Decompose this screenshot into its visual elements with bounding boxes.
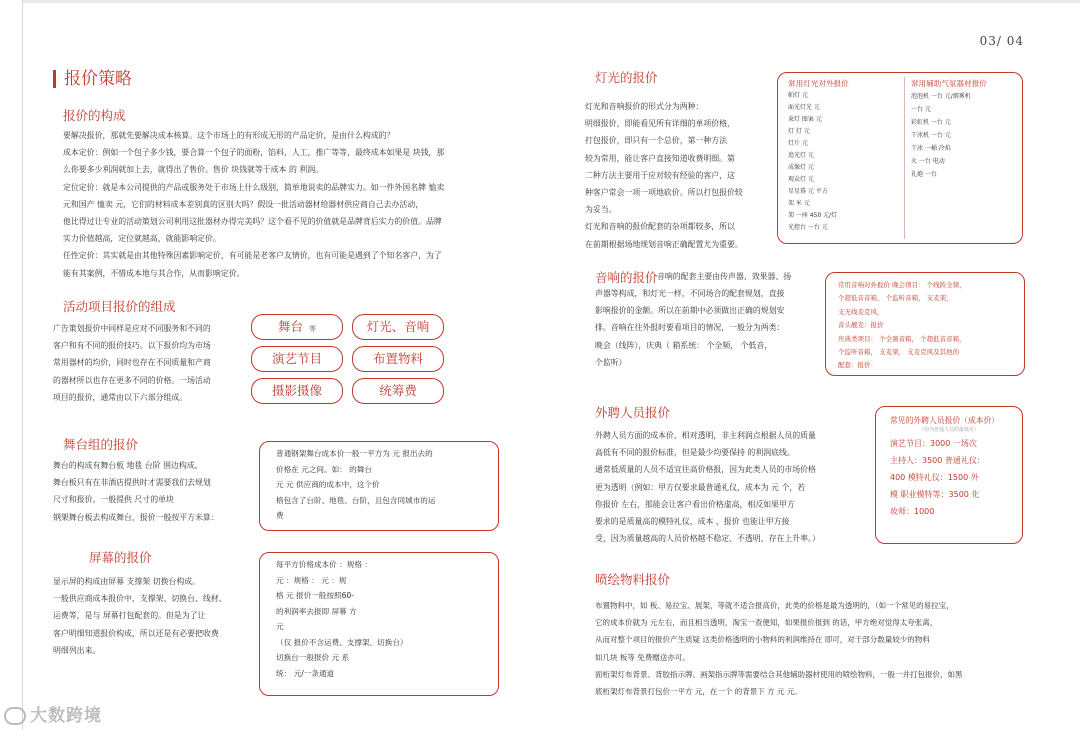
- pill-stage: [251, 314, 343, 340]
- text-line: 要解决报价，那就先要解决成本核算。这个市场上的有形成无形的产品定价，是由什么构成的？: [63, 131, 395, 140]
- text-line: 排。音响在往外报时要看项目的情况，一般分为两类：: [595, 323, 785, 333]
- list-item: 火 一台 电动: [910, 158, 945, 165]
- list-item: 干冰机 一台 元: [910, 132, 951, 139]
- text-line: 通常低质量的人员不适宜往高价格报，因为此类人员的市场价格: [595, 465, 816, 475]
- box-line: 妆师：1000: [890, 507, 935, 516]
- text-line: 打包报价，即只有一个总价，第一种方法: [585, 136, 728, 146]
- text-line: 要求的是质量高的模特礼仪，成本 ，报价 也能让甲方接: [595, 517, 790, 527]
- section-title-screen: 屏幕的报价: [89, 550, 152, 565]
- text-line: 他比得过让专业的活动策划公司利用这批器材办得完美吗？这个看不见的价值就是品牌背后实力的价值。品牌: [63, 217, 442, 227]
- pill-light-sound: 灯光、音响: [352, 314, 444, 340]
- main-title: 报价策略: [53, 70, 132, 88]
- box-line: 元 ：规格 ： 元 ：规: [276, 575, 347, 585]
- project-quote-paragraph: [53, 320, 263, 406]
- text-line: 影响报价的金额。所以在前期中必须做出正确的规划安: [595, 306, 785, 316]
- print-paragraph: [595, 597, 1045, 700]
- list-item: 一台 元: [910, 106, 931, 113]
- text-line: 舞台板只有在非酒店提供时才需要我们去规划: [53, 478, 211, 488]
- stage-cost-box: [259, 441, 499, 531]
- text-line: 尺寸和报价。一般提供 尺寸的单块: [53, 495, 174, 505]
- list-item: 帕灯 元: [788, 92, 808, 99]
- list-title: 常用灯光对外报价: [788, 79, 849, 88]
- text-line: 面桁架灯布背景、背胶指示牌、画架指示牌等需要结合其他辅助器材使用的喷绘物料，一般一并打包报价，如黑: [595, 669, 963, 679]
- text-line: 从而对整个项目的报价产生质疑 这类价格透明的小物料的利润维持在 即可，对于部分数量较少的物料: [595, 635, 930, 645]
- text-line: 客户明细知道报价构成，所以还是有必要把收费: [53, 628, 219, 638]
- text-line: 成本定价：例如一个包子多少钱，要合算一个包子的面粉，馅料，人工，推广等等，最终成本如果是 块钱，那: [63, 148, 445, 158]
- text-line: 种客户常会一项一项地砍价。所以打包报价较: [585, 188, 743, 198]
- box-line: 个超低音音箱， 个监听音箱， 支麦架，: [838, 294, 953, 303]
- list-item: 追光灯 元: [788, 152, 814, 159]
- light-price-box: [777, 72, 1023, 244]
- pill-coordination-fee: 统筹费: [352, 378, 444, 404]
- list-item: 干冰 一桶 冷焰: [910, 145, 951, 152]
- section-title-composition: 报价的构成: [63, 108, 126, 123]
- list-item: 星星幕 元 平方: [788, 188, 828, 195]
- light-paragraph: [585, 98, 775, 253]
- composition-paragraph: [63, 127, 543, 282]
- text-line: 舞台的构成有舞台板 地毯 台阶 围边构成。: [53, 461, 203, 470]
- section-title-sound: 音响的报价: [595, 270, 658, 285]
- box-line: 演艺节目：3000 一场次: [890, 439, 977, 448]
- text-line: 一般供应商成本报价中，支撑架、切换台、线材、: [53, 594, 227, 604]
- text-line: 元和国产 恤卖 元，它们的材料成本差别真的区别大吗？假设一批活动器材给器材供应商自己去办活动，: [63, 199, 424, 209]
- stage-paragraph: [53, 457, 263, 526]
- box-line: 普通钢架舞台成本价一般一平方为 元 报出去的: [276, 449, 433, 458]
- text-line: 实力价值越高，定位就越高，就能影响定价。: [63, 234, 221, 244]
- box-line: 主持人：3500 普通礼仪：: [890, 456, 985, 465]
- text-line: 外聘人员方面的成本价，相对透明，非主利润点根据人员的质量: [595, 431, 816, 440]
- list-item: 架 一座 450 元/灯: [788, 212, 838, 219]
- pill-materials: 布置物料: [352, 346, 444, 372]
- text-line: 受，因为质量越高的人员价格越不稳定、不透明，存在上升率。）: [595, 534, 820, 544]
- list-item: 架 米 元: [788, 200, 810, 207]
- box-line: 切换台一般报价 元 系: [276, 653, 350, 662]
- text-line: 它的成本价就为 元左右，而且相当透明，淘宝一查便知，如果报价报到 的话，甲方绝对觉得太夸张离，: [595, 618, 938, 628]
- text-line: 如几块 板等 免费赠送亦可。: [595, 652, 690, 662]
- list-item: 彩虹机 一台 元: [910, 119, 951, 126]
- pill-sub: 等: [309, 325, 316, 333]
- text-line: 广告策划报价中同样是应对不同服务和不同的: [53, 324, 211, 333]
- pill-label: 舞台: [277, 319, 303, 334]
- atmosphere-price-list: [911, 77, 1016, 239]
- list-item: 礼炮 一台: [910, 171, 937, 178]
- list-item: 面光灯光 元: [788, 104, 820, 111]
- box-line: 配套：报价：: [838, 361, 877, 370]
- text-line: 高低有不同的报价标准，但是最少均要保持 的利润底线。: [595, 448, 795, 458]
- staff-paragraph: [595, 427, 867, 547]
- text-line: 布置物料中，如 板、易拉宝、展架、等就不适合报高价，此类的价格是最为透明的，（如一个常见的易拉宝，: [595, 601, 954, 610]
- section-title-print: 喷绘物料报价: [595, 572, 671, 587]
- text-line: 较为常用，能让客户直接知道收费明细。第: [585, 153, 735, 163]
- box-line: 个监听音箱， 支麦架， 支麦克风及其他的: [838, 348, 960, 357]
- box-line: 每平方价格成本价 ：规格 ：: [276, 560, 372, 569]
- list-item: 束灯 图案 元: [788, 116, 822, 123]
- text-line: 能有其案例，不惜成本地与其合作，从而影响定价。: [63, 268, 245, 278]
- list-item: 观众灯 元: [788, 176, 814, 183]
- box-line: （仅 报价不含运费、支撑架、切换台）: [276, 637, 408, 647]
- box-line: 格包含了台阶、地毯、台阶，且包含同城市的运: [276, 495, 436, 505]
- text-line: 更为透明（例如：甲方仅要求最普通礼仪，成本为 元 个，若: [595, 482, 806, 492]
- text-line: 的器材所以也存在更多不同的价格。一场活动: [53, 375, 211, 385]
- box-title: 常见的外聘人员报价（成本价）: [890, 416, 1000, 425]
- box-subtitle: （均为普通人员的最低价）: [918, 427, 979, 433]
- section-title-project-quote: 活动项目报价的组成: [63, 299, 176, 314]
- box-line: 庆典类项目： 个全频音箱， 个超低音音箱，: [838, 334, 966, 343]
- text-line: 二种方法主要用于应对较有经验的客户，这: [585, 170, 735, 180]
- text-line: 钢架舞台板去构成舞台，报价一般按平方米算：: [53, 512, 219, 522]
- pill-performance: 演艺节目: [251, 346, 343, 372]
- text-line: 显示屏的构成由屏幕 支撑架 切换台构成。: [53, 577, 201, 586]
- box-line: 支无线麦克风，: [838, 307, 884, 316]
- box-line: 的利润率去报即 屏幕 方: [276, 606, 357, 616]
- box-line: 400 模特礼仪：1500 外: [890, 473, 979, 482]
- text-line: 声器等构成，和灯光一样，不同场合的配套规划，直接: [595, 289, 785, 298]
- text-line: 个监听）: [595, 357, 627, 367]
- watermark-text: 大数跨境: [30, 706, 102, 726]
- staff-price-box: [875, 406, 1023, 544]
- text-line: 灯光和音响的报价配套的杂项都较多，所以: [585, 222, 735, 232]
- box-line: 常用音响对外报价 晚会项目： 个线阵全频，: [838, 281, 966, 289]
- box-line: 费: [276, 511, 284, 520]
- box-line: 音头靓麦：报价: [838, 321, 884, 330]
- text-line: 为妥当。: [585, 205, 617, 215]
- section-title-light: 灯光的报价: [595, 70, 658, 85]
- screen-paragraph: [53, 573, 263, 659]
- text-line: 你报价 左右，那能会让客户看出价格虚高，相反如果甲方: [595, 499, 795, 509]
- box-line: 元: [276, 622, 284, 631]
- page-number: 03/ 04: [979, 34, 1024, 48]
- text-line: 晚会（线阵），庆典（ 箱系统： 个全频， 个低音，: [595, 340, 773, 350]
- section-title-staff: 外聘人员报价: [595, 405, 671, 420]
- section-title-stage: 舞台组的报价: [63, 437, 139, 452]
- screen-cost-box: [259, 552, 499, 696]
- text-line: 定位定价：就是本公司提供的产品或服务处于市场上什么级别，简单地说卖的品牌实力。如一件外国名牌 恤卖: [63, 182, 445, 192]
- watermark: [4, 701, 102, 726]
- list-title: 常用辅助气氛器材报价: [910, 79, 987, 88]
- top-divider: [23, 0, 1080, 3]
- list-item: 灯片 元: [788, 140, 808, 147]
- text-line: 灯光和音响报价的形式分为两种：: [585, 102, 704, 111]
- text-line: 项目的报价，通常由以下六部分组成。: [53, 392, 188, 402]
- watermark-logo-icon: [4, 707, 26, 725]
- text-line: 客户和有不同的报价技巧。以下报价均为市场: [53, 341, 211, 351]
- list-item: 成像灯 元: [788, 164, 814, 171]
- box-line: 格 元 报价一般按照60-: [276, 591, 354, 600]
- list-item: 泡泡机 一台 元/烟雾机: [910, 93, 971, 100]
- light-price-list: [788, 77, 905, 239]
- pill-photography: 摄影摄像: [251, 378, 343, 404]
- list-item: 灯 灯 元: [788, 128, 810, 135]
- box-line: 元 元 供应商的成本中，这个价: [276, 480, 380, 489]
- text-line: 么你要多少利润就加上去，就得出了售价。售价 块钱就等于成本 的 利润。: [63, 165, 324, 175]
- text-line: 任性定价：其实就是由其他特殊因素影响定价，有可能是老客户友情价，也有可能是遇到了个知名客户，为了: [63, 251, 442, 261]
- text-line: 明细报价，即能看见所有详细的单项价格，: [585, 119, 735, 129]
- box-line: 统： 元/一条通道: [276, 668, 335, 678]
- sound-price-box: [825, 272, 1025, 376]
- text-line: 明细列出来。: [53, 645, 101, 655]
- text-line: 运费等，是与 屏幕打包配套的。但是为了让: [53, 611, 206, 621]
- document-sheet: [22, 0, 1080, 730]
- text-line: 底桁架灯布背景打包价一平方 元，在一个 的背景下 方 元 元。: [595, 687, 802, 697]
- sound-first-line: 音响的配套主要由传声器、效果器、扬: [657, 272, 792, 281]
- text-line: 在前期根据场地规划音响正确配置尤为重要。: [585, 239, 743, 249]
- sound-paragraph: [595, 285, 833, 371]
- text-line: 常用器材的均价，同时也存在不同质量和产商: [53, 358, 211, 368]
- box-line: 价格在 元之间。如： 的舞台: [276, 464, 372, 474]
- list-item: 光控台 一台 元: [788, 224, 828, 231]
- box-line: 模 职业模特等：3500 化: [890, 490, 980, 499]
